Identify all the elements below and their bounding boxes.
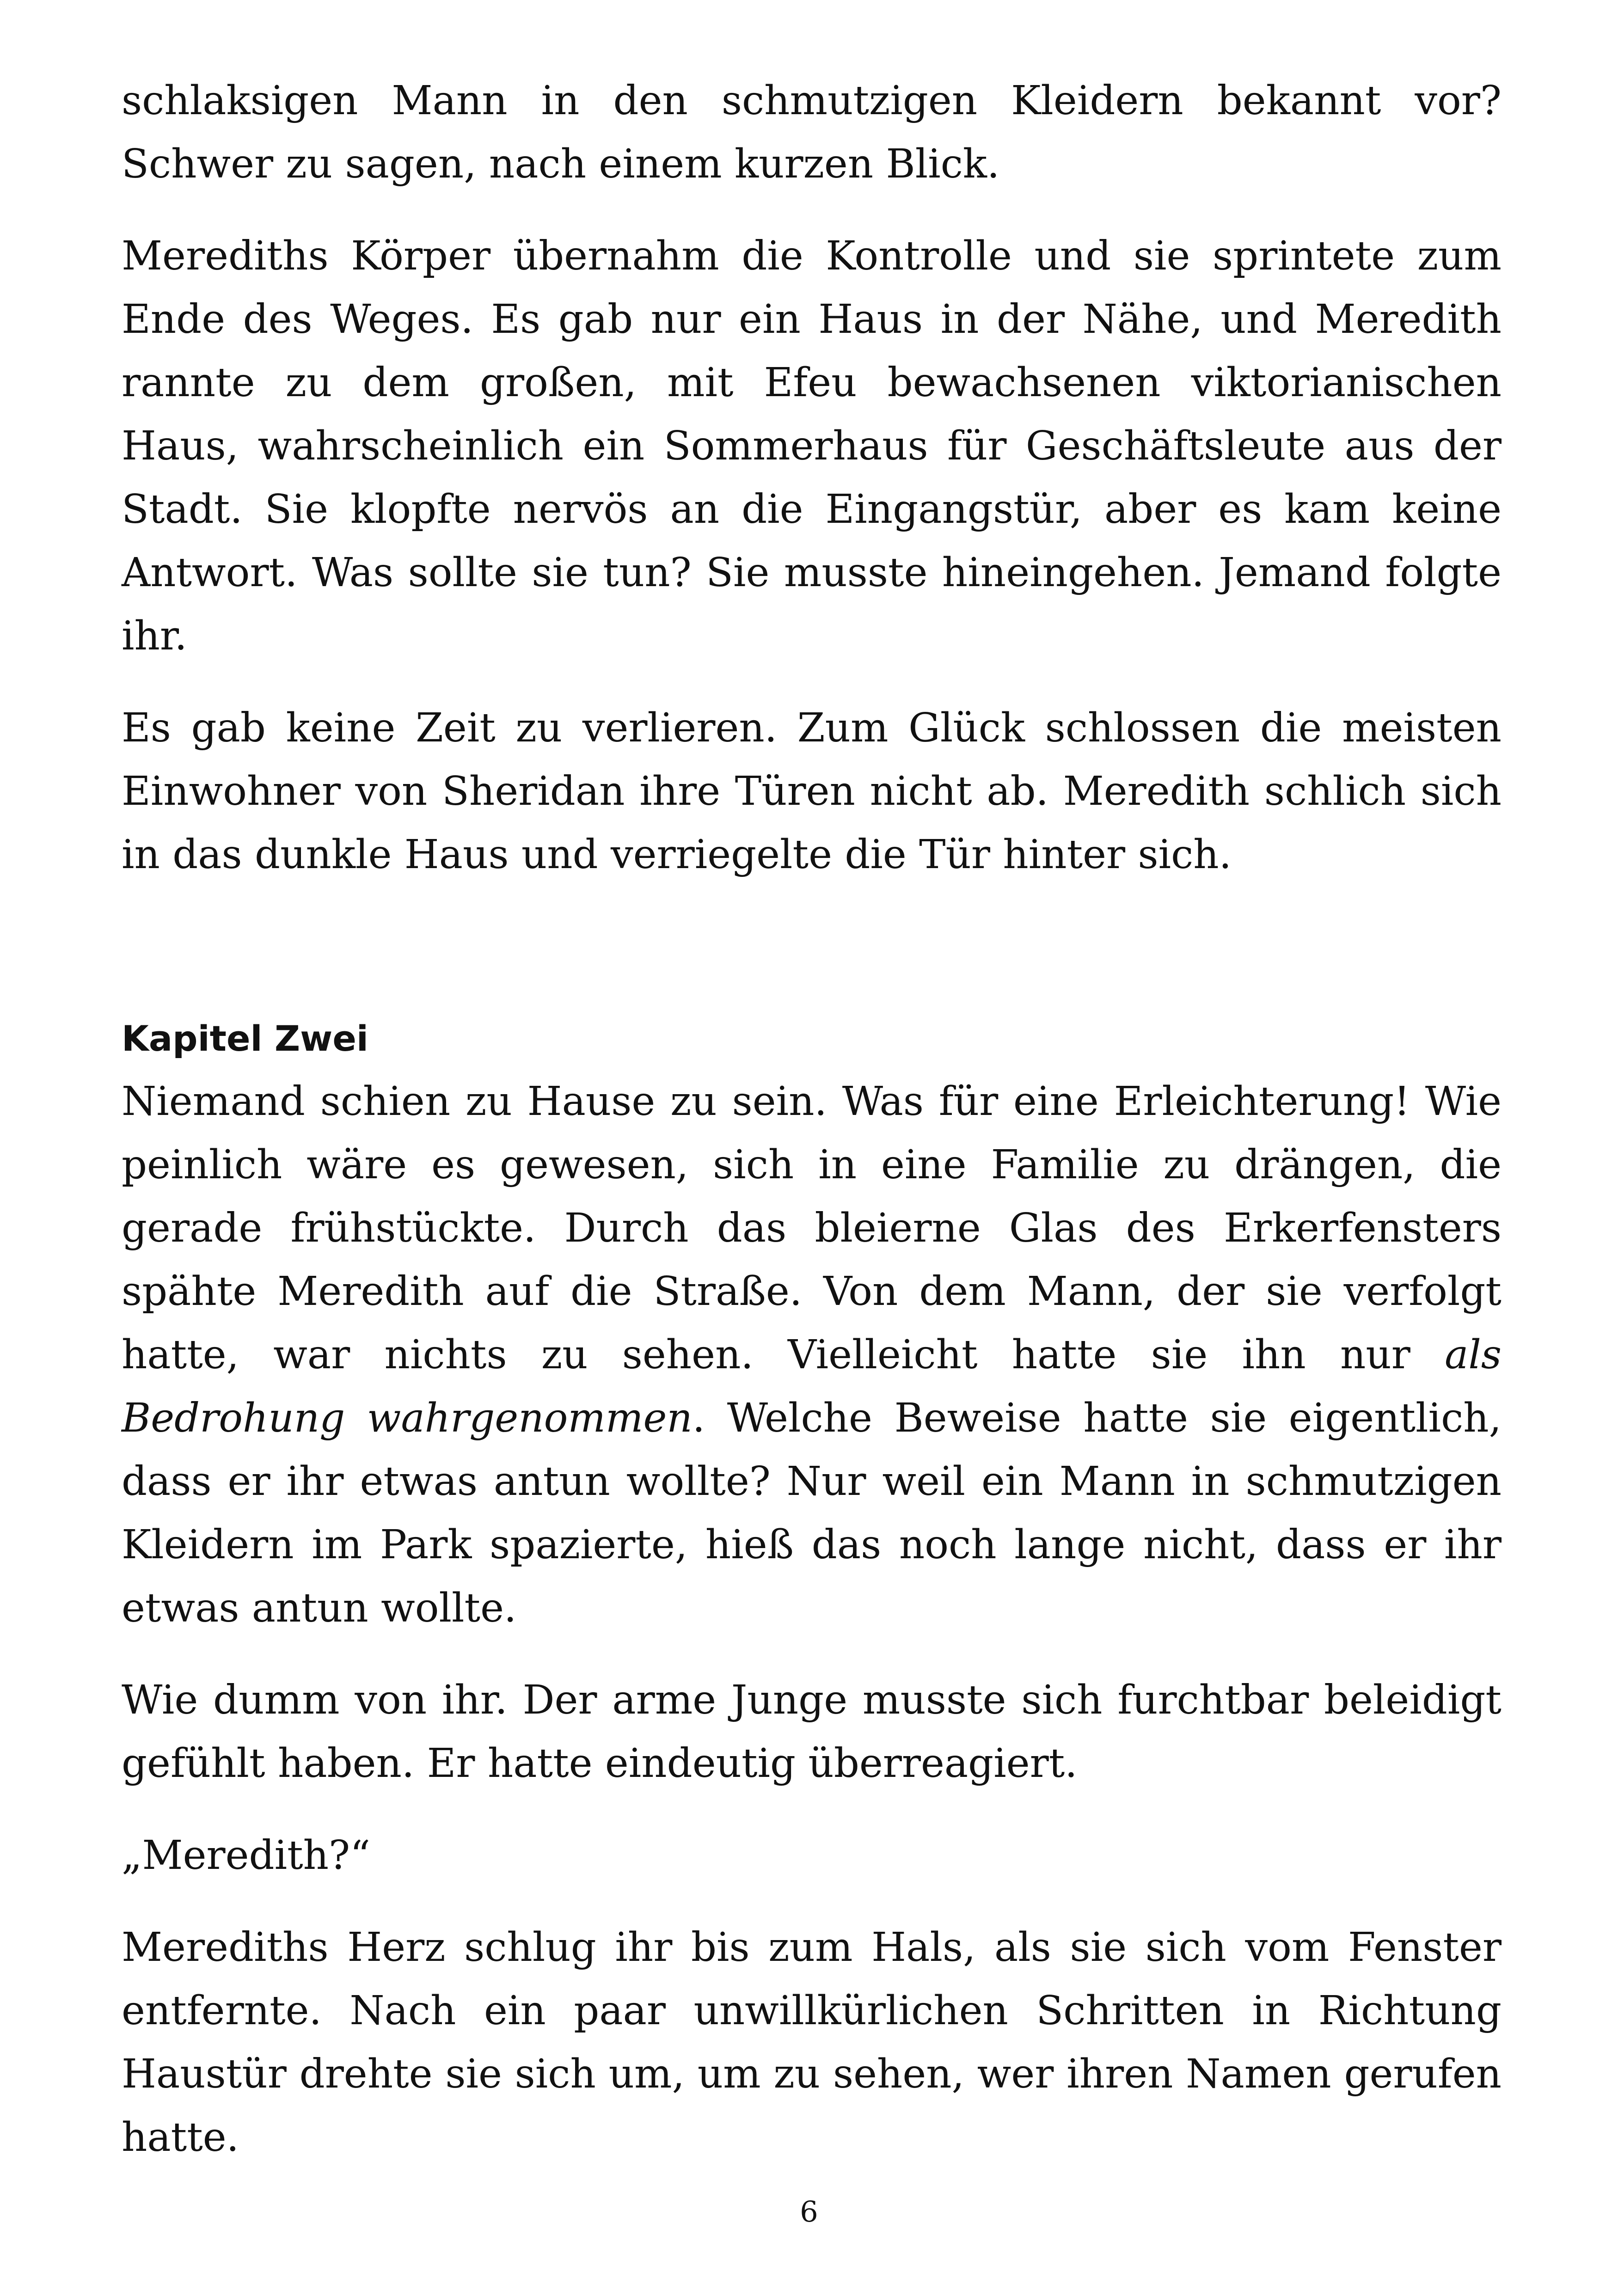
- paragraph-no-time: Es gab keine Zeit zu verlieren. Zum Glück schlossen die meisten Einwohner von Sheridan ihre Türen nicht ab. Meredith schlich sich in das dunkle Haus und verriegelte die Tür hinter sich.: [122, 705, 1502, 878]
- body-text: [122, 69, 1502, 2198]
- chapter-spacer: [122, 915, 1502, 1007]
- paragraph-text: . Welche Beweise hatte sie eigentlich, dass er ihr etwas antun wollte? Nur weil ein Mann in schmutzigen Kleidern im Park spazierte, hieß das noch lange nicht, dass er ihr etwas antun wollte.: [122, 1395, 1502, 1631]
- emphasis-text: als Bedrohung wahrgenommen: [122, 1332, 1502, 1441]
- paragraph-dialogue: „Meredith?“: [122, 1832, 371, 1879]
- paragraph-text: Niemand schien zu Hause zu sein. Was für eine Erleichterung! Wie peinlich wäre es gewesen, sich in eine Familie zu drängen, die gerade frühstückte. Durch das bleierne Glas des Erkerfensters spähte Meredith auf die Straße. Von dem Mann, der sie verfolgt hatte, war nichts zu sehen. Vielleicht hatte sie ihn nur: [122, 1078, 1502, 1378]
- paragraph-how-stupid: Wie dumm von ihr. Der arme Junge musste sich furchtbar beleidigt gefühlt haben. Er hatte eindeutig überreagiert.: [122, 1677, 1502, 1787]
- paragraph-sprint: Merediths Körper übernahm die Kontrolle und sie sprintete zum Ende des Weges. Es gab nur ein Haus in der Nähe, und Meredith rannte zu dem großen, mit Efeu bewachsenen viktorianischen Haus, wahrscheinlich ein Sommerhaus für Geschäftsleute aus der Stadt. Sie klopfte nervös an die Eingangstür, aber es kam keine Antwort. Was sollte sie tun? Sie musste hineingehen. Jemand folgte ihr.: [122, 233, 1502, 659]
- chapter-heading: Kapitel Zwei: [122, 1018, 368, 1059]
- paragraph-continuation: schlaksigen Mann in den schmutzigen Kleidern bekannt vor? Schwer zu sagen, nach einem kurzen Blick.: [122, 78, 1502, 187]
- page-number: 6: [800, 2195, 818, 2229]
- paragraph-heart: Merediths Herz schlug ihr bis zum Hals, als sie sich vom Fenster entfernte. Nach ein paar unwillkürlichen Schritten in Richtung Haustür drehte sie sich um, um zu sehen, wer ihren Namen gerufen hatte.: [122, 1924, 1502, 2161]
- paragraph-nobody-home: [122, 1070, 1502, 1640]
